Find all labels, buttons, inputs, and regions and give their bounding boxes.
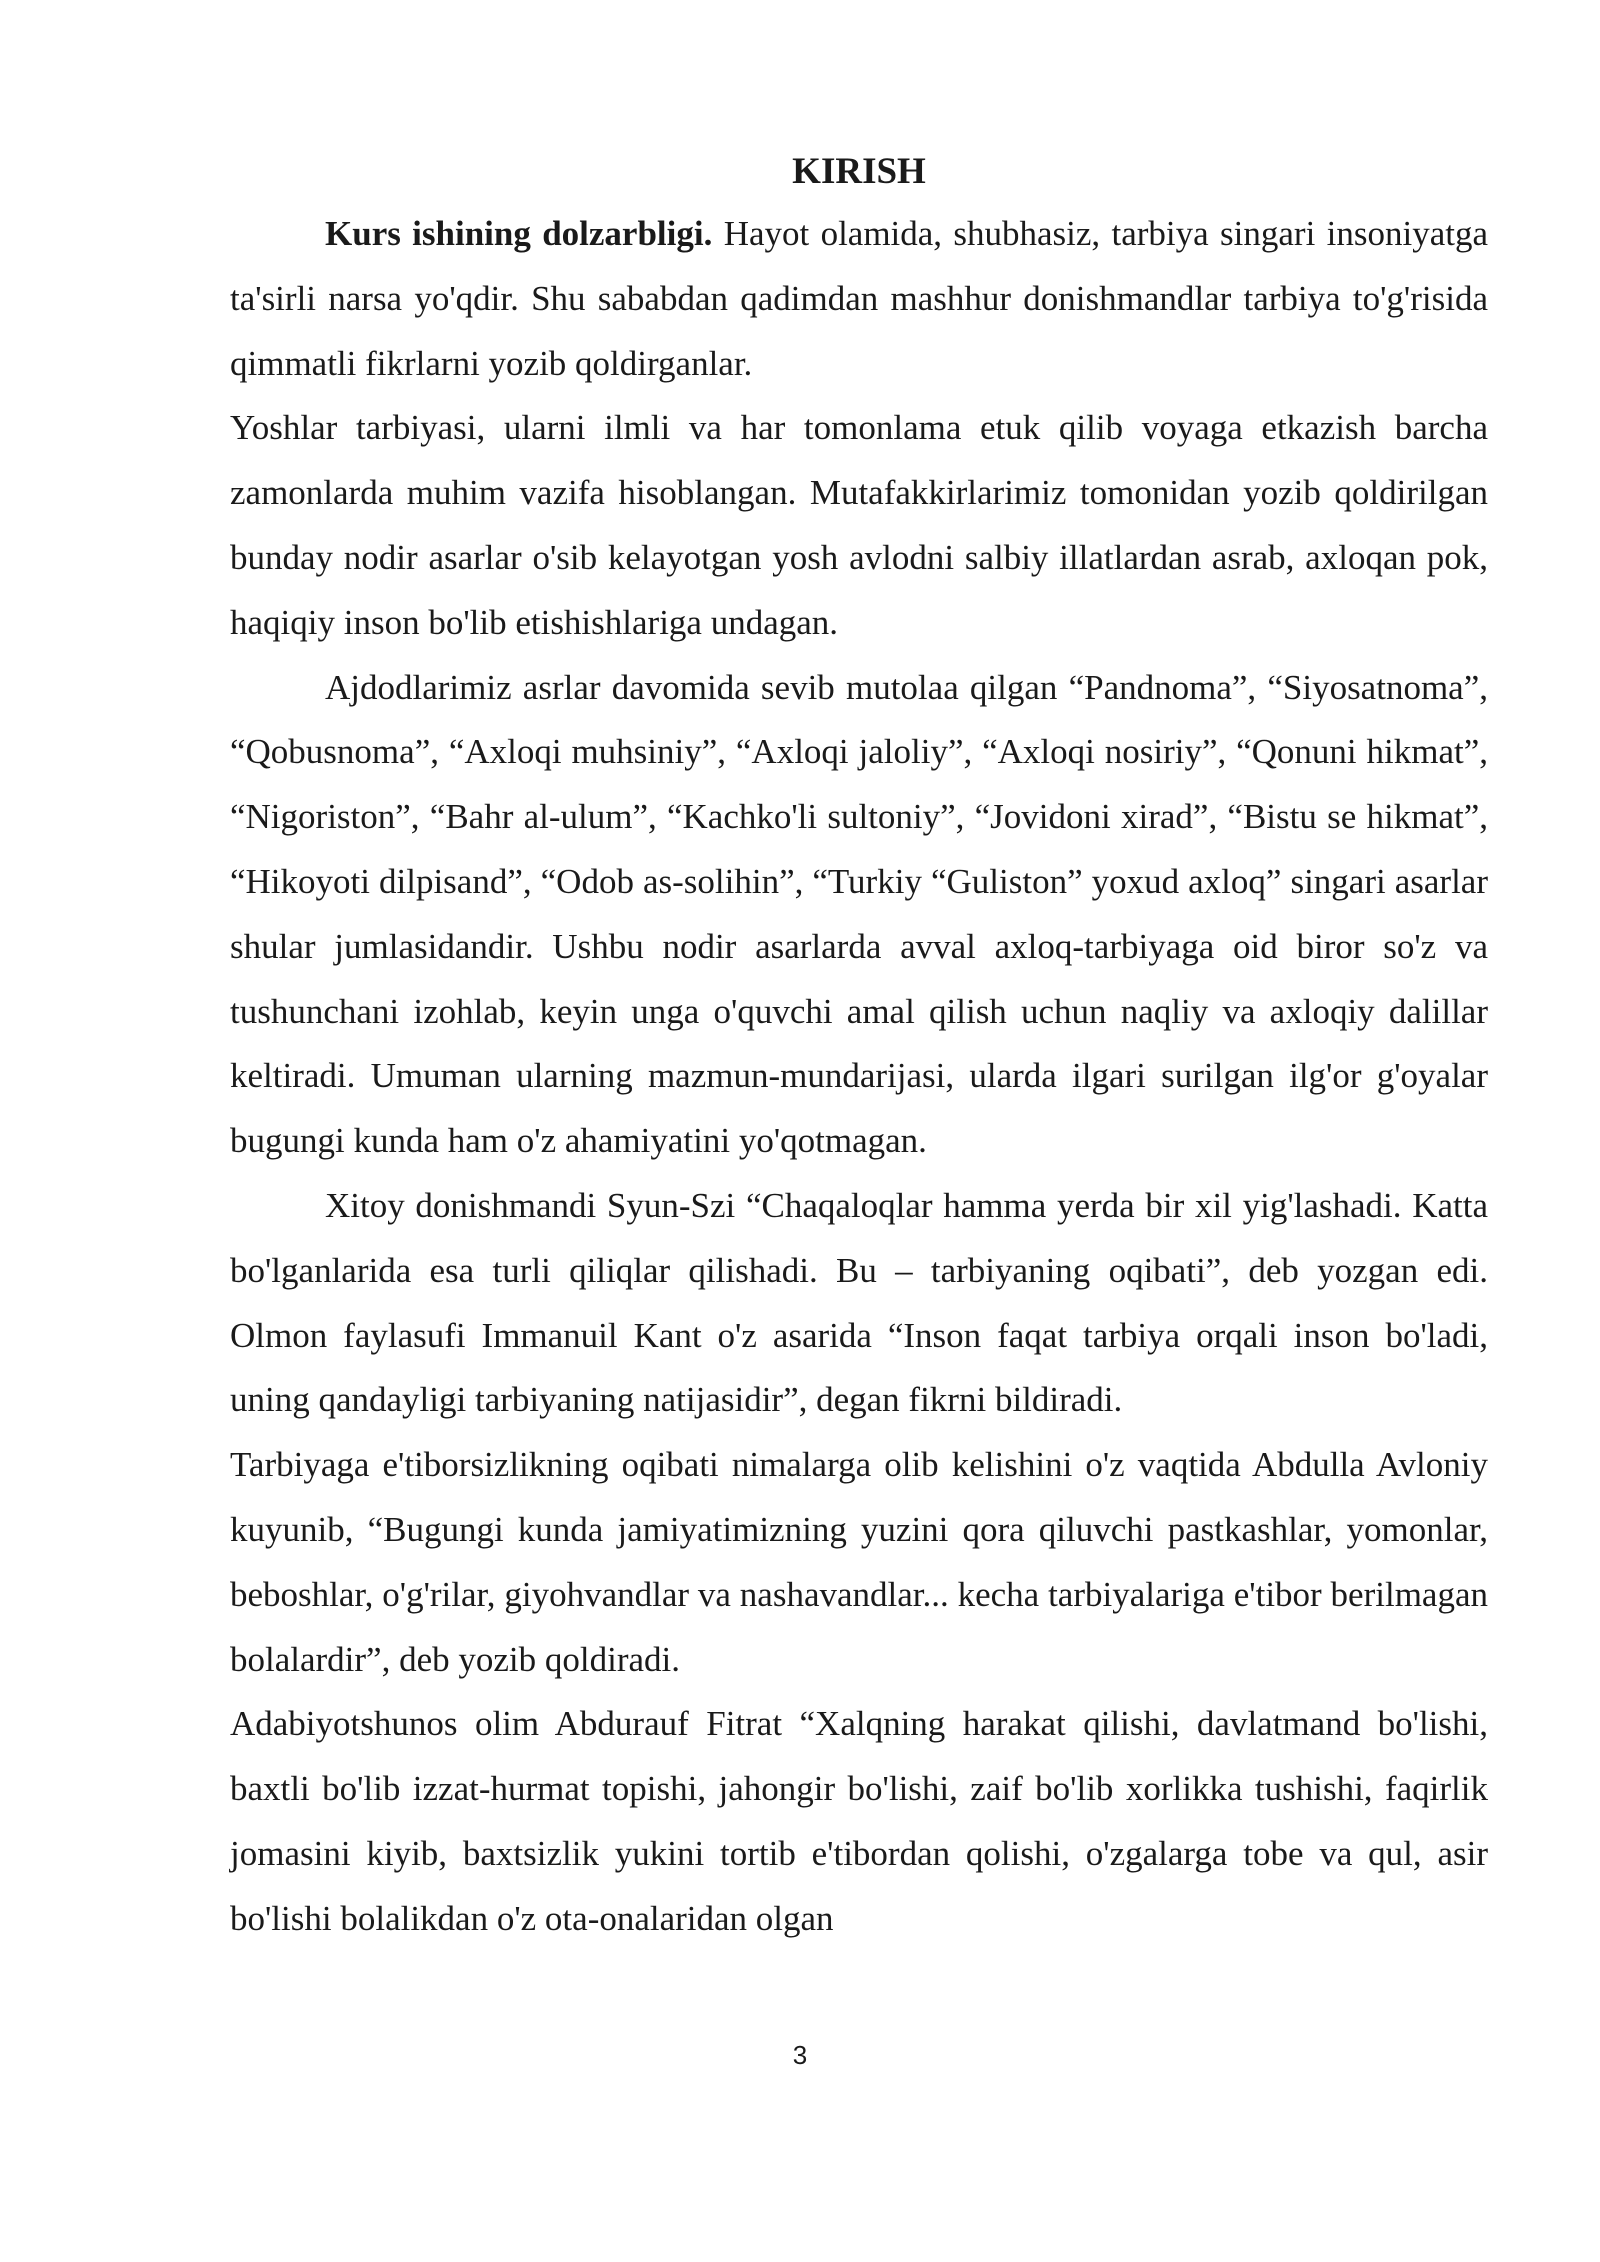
page-heading: KIRISH (792, 151, 926, 192)
paragraph-relevance (230, 202, 1488, 396)
paragraph-ancestral-works: Ajdodlarimiz asrlar davomida sevib mutolaa qilgan “Pandnoma”, “Siyosatnoma”, “Qobusnoma”, “Axloqi muhsiniy”, “Axloqi jaloliy”, “Axloqi nosiriy”, “Qonuni hikmat”, “Nigoriston”, “Bahr al-ulum”, “Kachko'li sultoniy”, “Jovidoni xirad”, “Bistu se hikmat”, “Hikoyoti dilpisand”, “Odob as-solihin”, “Turkiy “Guliston” yoxud axloq” singari asarlar shular jumlasidandir. Ushbu nodir asarlarda avval axloq-tarbiyaga oid biror so'z va tushunchani izohlab, keyin unga o'quvchi amal qilish uchun naqliy va axloqiy dalillar keltiradi. Umuman ularning mazmun-mundarijasi, ularda ilgari surilgan ilg'or g'oyalar bugungi kunda ham o'z ahamiyatini yo'qotmagan. (230, 667, 1488, 1161)
page-number: 3 (792, 2040, 808, 2070)
paragraph-youth-upbringing: Yoshlar tarbiyasi, ularni ilmli va har tomonlama etuk qilib voyaga etkazish barcha zamonlarda muhim vazifa hisoblangan. Mutafakkirlarimiz tomonidan yozib qoldirilgan bunday nodir asarlar o'sib kelayotgan yosh avlodni salbiy illatlardan asrab, axloqan pok, haqiqiy inson bo'lib etishishlariga undagan. (230, 408, 1488, 642)
document-page (230, 148, 1488, 1952)
paragraph-avloniy: Tarbiyaga e'tiborsizlikning oqibati nimalarga olib kelishini o'z vaqtida Abdulla Avloniy kuyunib, “Bugungi kunda jamiyatimizning yuzini qora qiluvchi pastkashlar, yomonlar, beboshlar, o'g'rilar, giyohvandlar va nashavandlar... kecha tarbiyalariga e'tibor berilmagan bolalardir”, deb yozib qoldiradi. (230, 1445, 1488, 1679)
paragraph-thinkers-quotes: Xitoy donishmandi Syun-Szi “Chaqaloqlar hamma yerda bir xil yig'lashadi. Katta bo'lganlarida esa turli qiliqlar qilishadi. Bu – tarbiyaning oqibati”, deb yozgan edi. Olmon faylasufi Immanuil Kant o'z asarida “Inson faqat tarbiya orqali inson bo'ladi, uning qandayligi tarbiyaning natijasidir”, degan fikrni bildiradi. (230, 1185, 1488, 1420)
paragraph-fitrat: Adabiyotshunos olim Abdurauf Fitrat “Xalqning harakat qilishi, davlatmand bo'lishi, baxtli bo'lib izzat-hurmat topishi, jahongir bo'lishi, zaif bo'lib xorlikka tushishi, faqirlik jomasini kiyib, baxtsizlik yukini tortib e'tibordan qolishi, o'zgalarga tobe va qul, asir bo'lishi bolalikdan o'z ota-onalaridan olgan (230, 1704, 1488, 1938)
paragraph-lead: Kurs ishining dolzarbligi. (325, 214, 713, 253)
paragraph-text: Hayot olamida, shubhasiz, tarbiya singari insoniyatga ta'sirli narsa yo'qdir. Shu sababdan qadimdan mashhur donishmandlar tarbiya to'g'risida qimmatli fikrlarni yozib qoldirganlar. (230, 214, 1488, 383)
